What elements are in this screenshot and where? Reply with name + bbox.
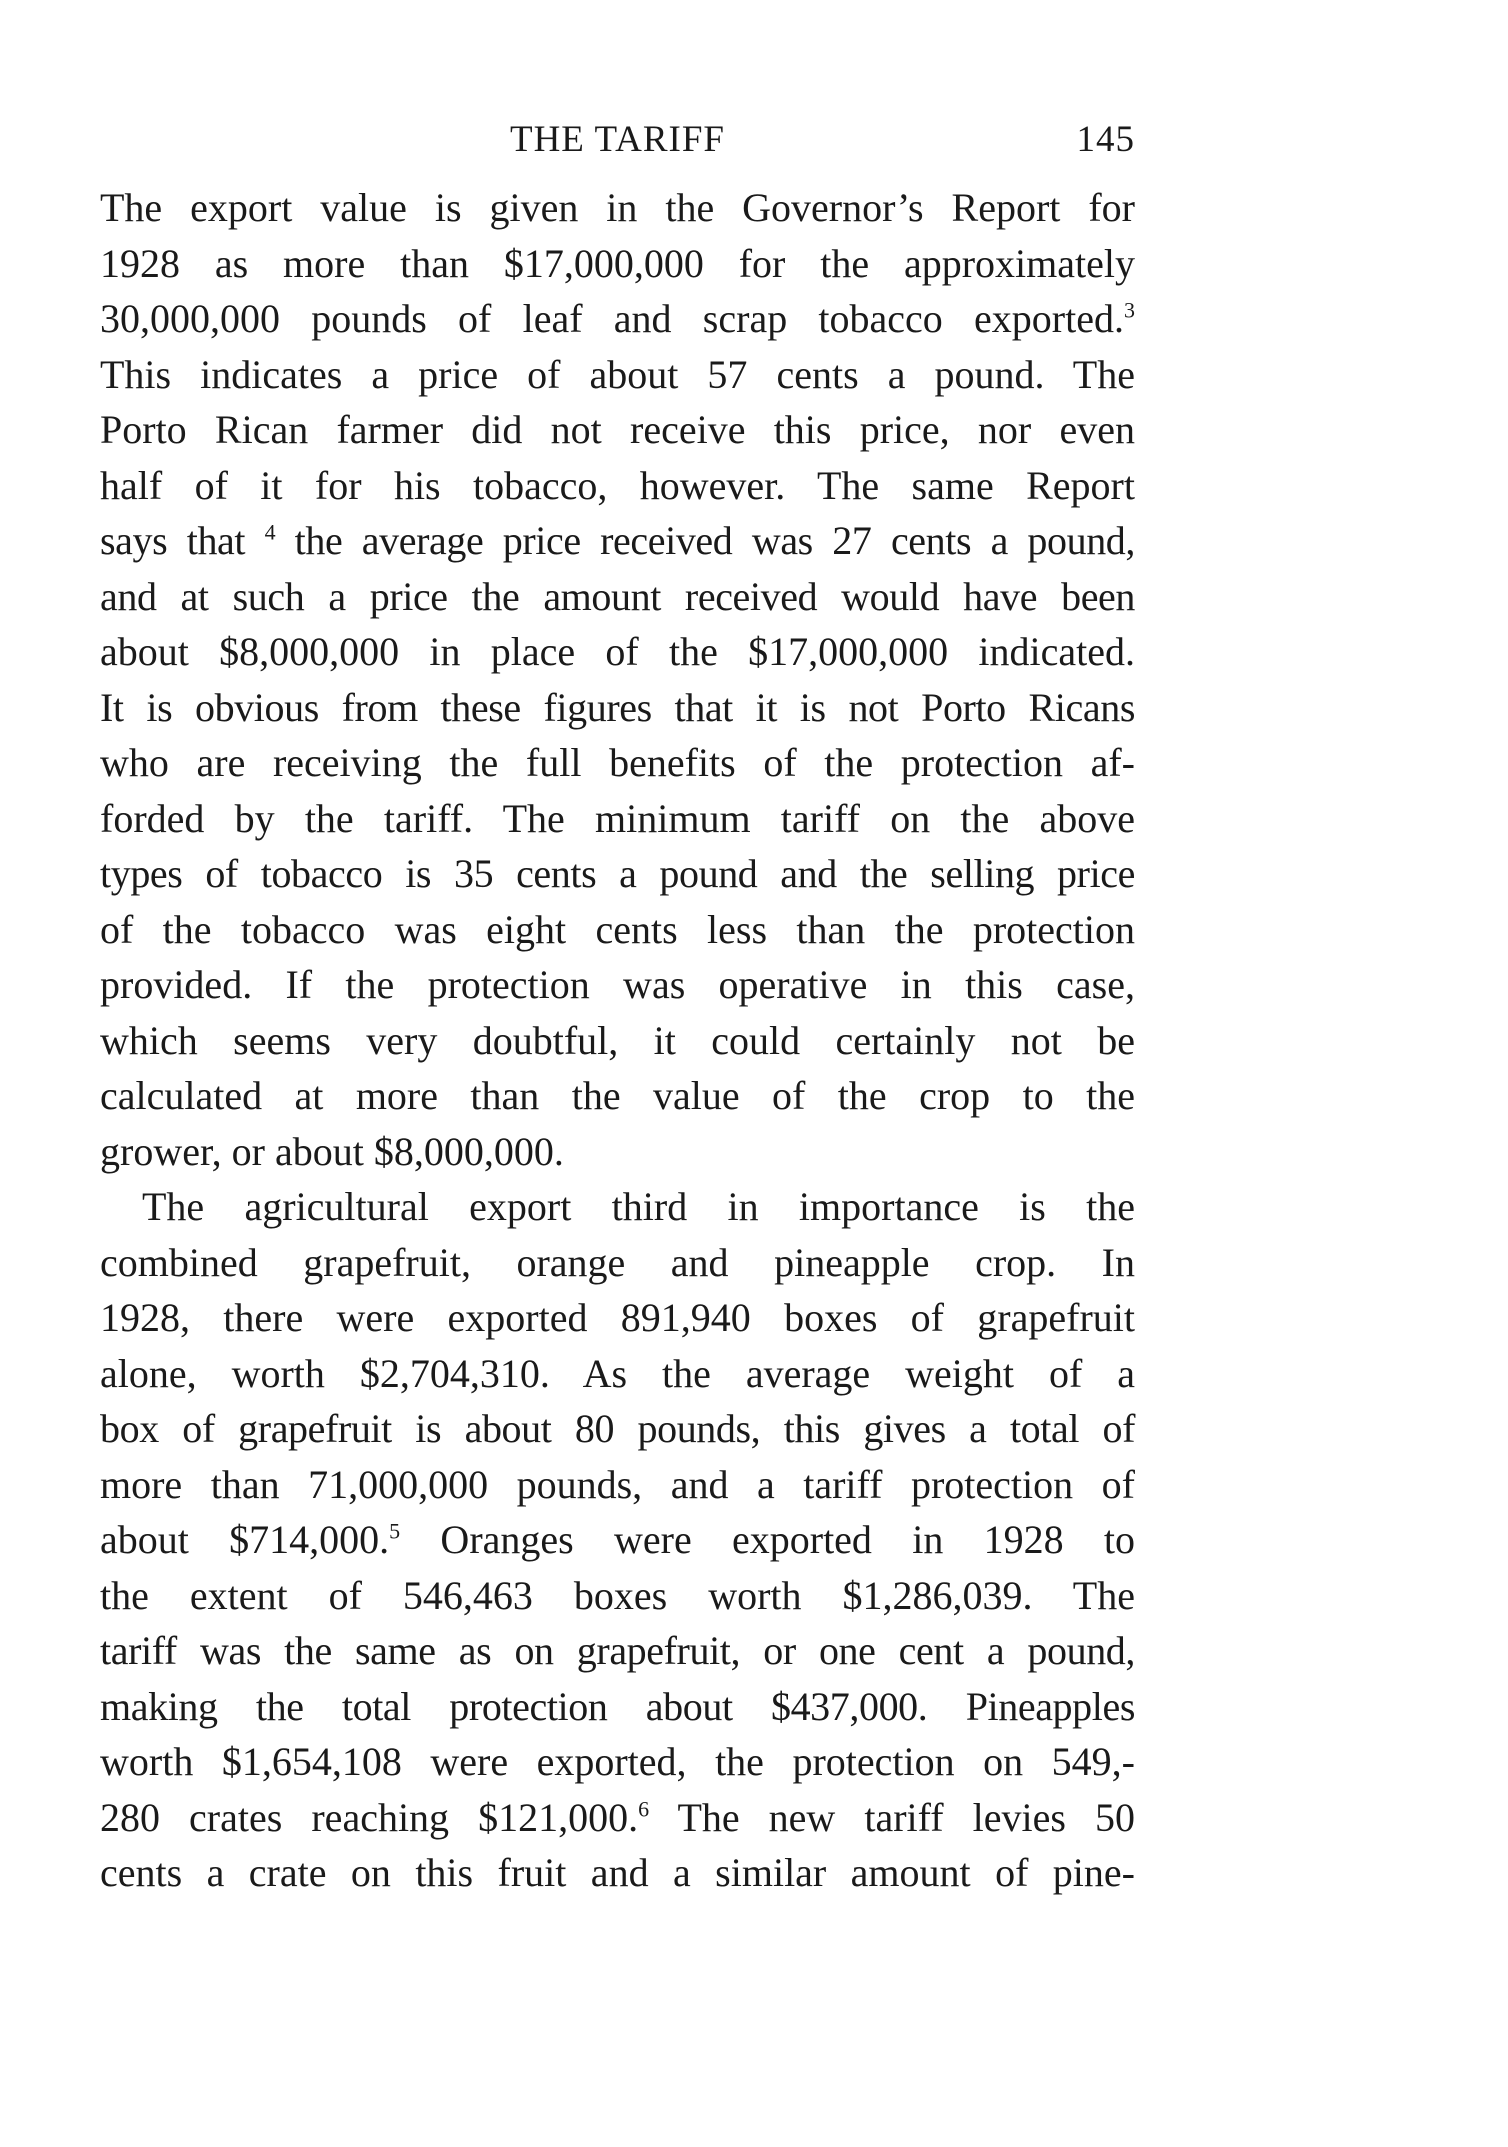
text-line: and at such a price the amount received would have been [100,573,1135,619]
page-number: 145 [1076,119,1135,160]
book-page [100,118,1135,1901]
text-line: forded by the tariff. The minimum tariff on the above [100,795,1135,841]
text-line: 30,000,000 pounds of leaf and scrap tobacco exported.$^3$ [100,296,1135,341]
text-line: 280 crates reaching $121,000.$^6$ The new tariff levies 50 [100,1794,1135,1840]
text-line: which seems very doubtful, it could certainly not be [100,1017,1135,1063]
text-line: calculated at more than the value of the crop to the [100,1073,1135,1118]
text-line: It is obvious from these figures that it is not Porto Ricans [100,684,1135,730]
text-line: half of it for his tobacco, however. The same Report [100,462,1135,508]
text-line: types of tobacco is 35 cents a pound and the selling price [100,851,1135,896]
running-head [100,118,1135,180]
text-line: Porto Rican farmer did not receive this price, nor even [100,407,1135,452]
text-line: cents a crate on this fruit and a similar amount of pine- [100,1850,1135,1895]
text-line: who are receiving the full benefits of the protection af- [100,740,1135,785]
text-line: provided. If the protection was operative in this case, [100,962,1135,1007]
text-line: says that $^4$ the average price received was 27 cents a pound, [100,518,1135,563]
text-line: The agricultural export third in importance is the [142,1184,1135,1229]
text-line: 1928 as more than $17,000,000 for the approximately [100,240,1135,286]
text-line: grower, or about $8,000,000. [100,1128,564,1174]
text-line: combined grapefruit, orange and pineapple crop. In [100,1239,1135,1285]
text-line: The export value is given in the Governor’s Report for [100,185,1135,230]
text-line: the extent of 546,463 boxes worth $1,286,039. The [100,1572,1135,1618]
running-head-title: THE TARIFF [509,119,726,160]
text-line: alone, worth $2,704,310. As the average weight of a [100,1350,1135,1396]
text-line: This indicates a price of about 57 cents a pound. The [100,351,1135,397]
text-line: 1928, there were exported 891,940 boxes of grapefruit [100,1295,1135,1340]
footnote-ref: 5 [389,1518,401,1544]
text-line: worth $1,654,108 were exported, the protection on 549,- [100,1739,1135,1784]
footnote-ref: 4 [264,519,276,545]
text-line: about $8,000,000 in place of the $17,000,000 indicated. [100,629,1135,674]
text-line: more than 71,000,000 pounds, and a tariff protection of [100,1461,1135,1507]
footnote-ref: 3 [1124,297,1135,323]
text-line: making the total protection about $437,000. Pineapples [100,1683,1135,1729]
footnote-ref: 6 [638,1796,650,1822]
text-line: box of grapefruit is about 80 pounds, this gives a total of [100,1406,1135,1451]
text-line: tariff was the same as on grapefruit, or one cent a pound, [100,1628,1135,1673]
text-line: about $714,000.$^5$ Oranges were exported in 1928 to [100,1517,1135,1562]
body-text [100,180,1135,1901]
text-line: of the tobacco was eight cents less than the protection [100,906,1135,952]
